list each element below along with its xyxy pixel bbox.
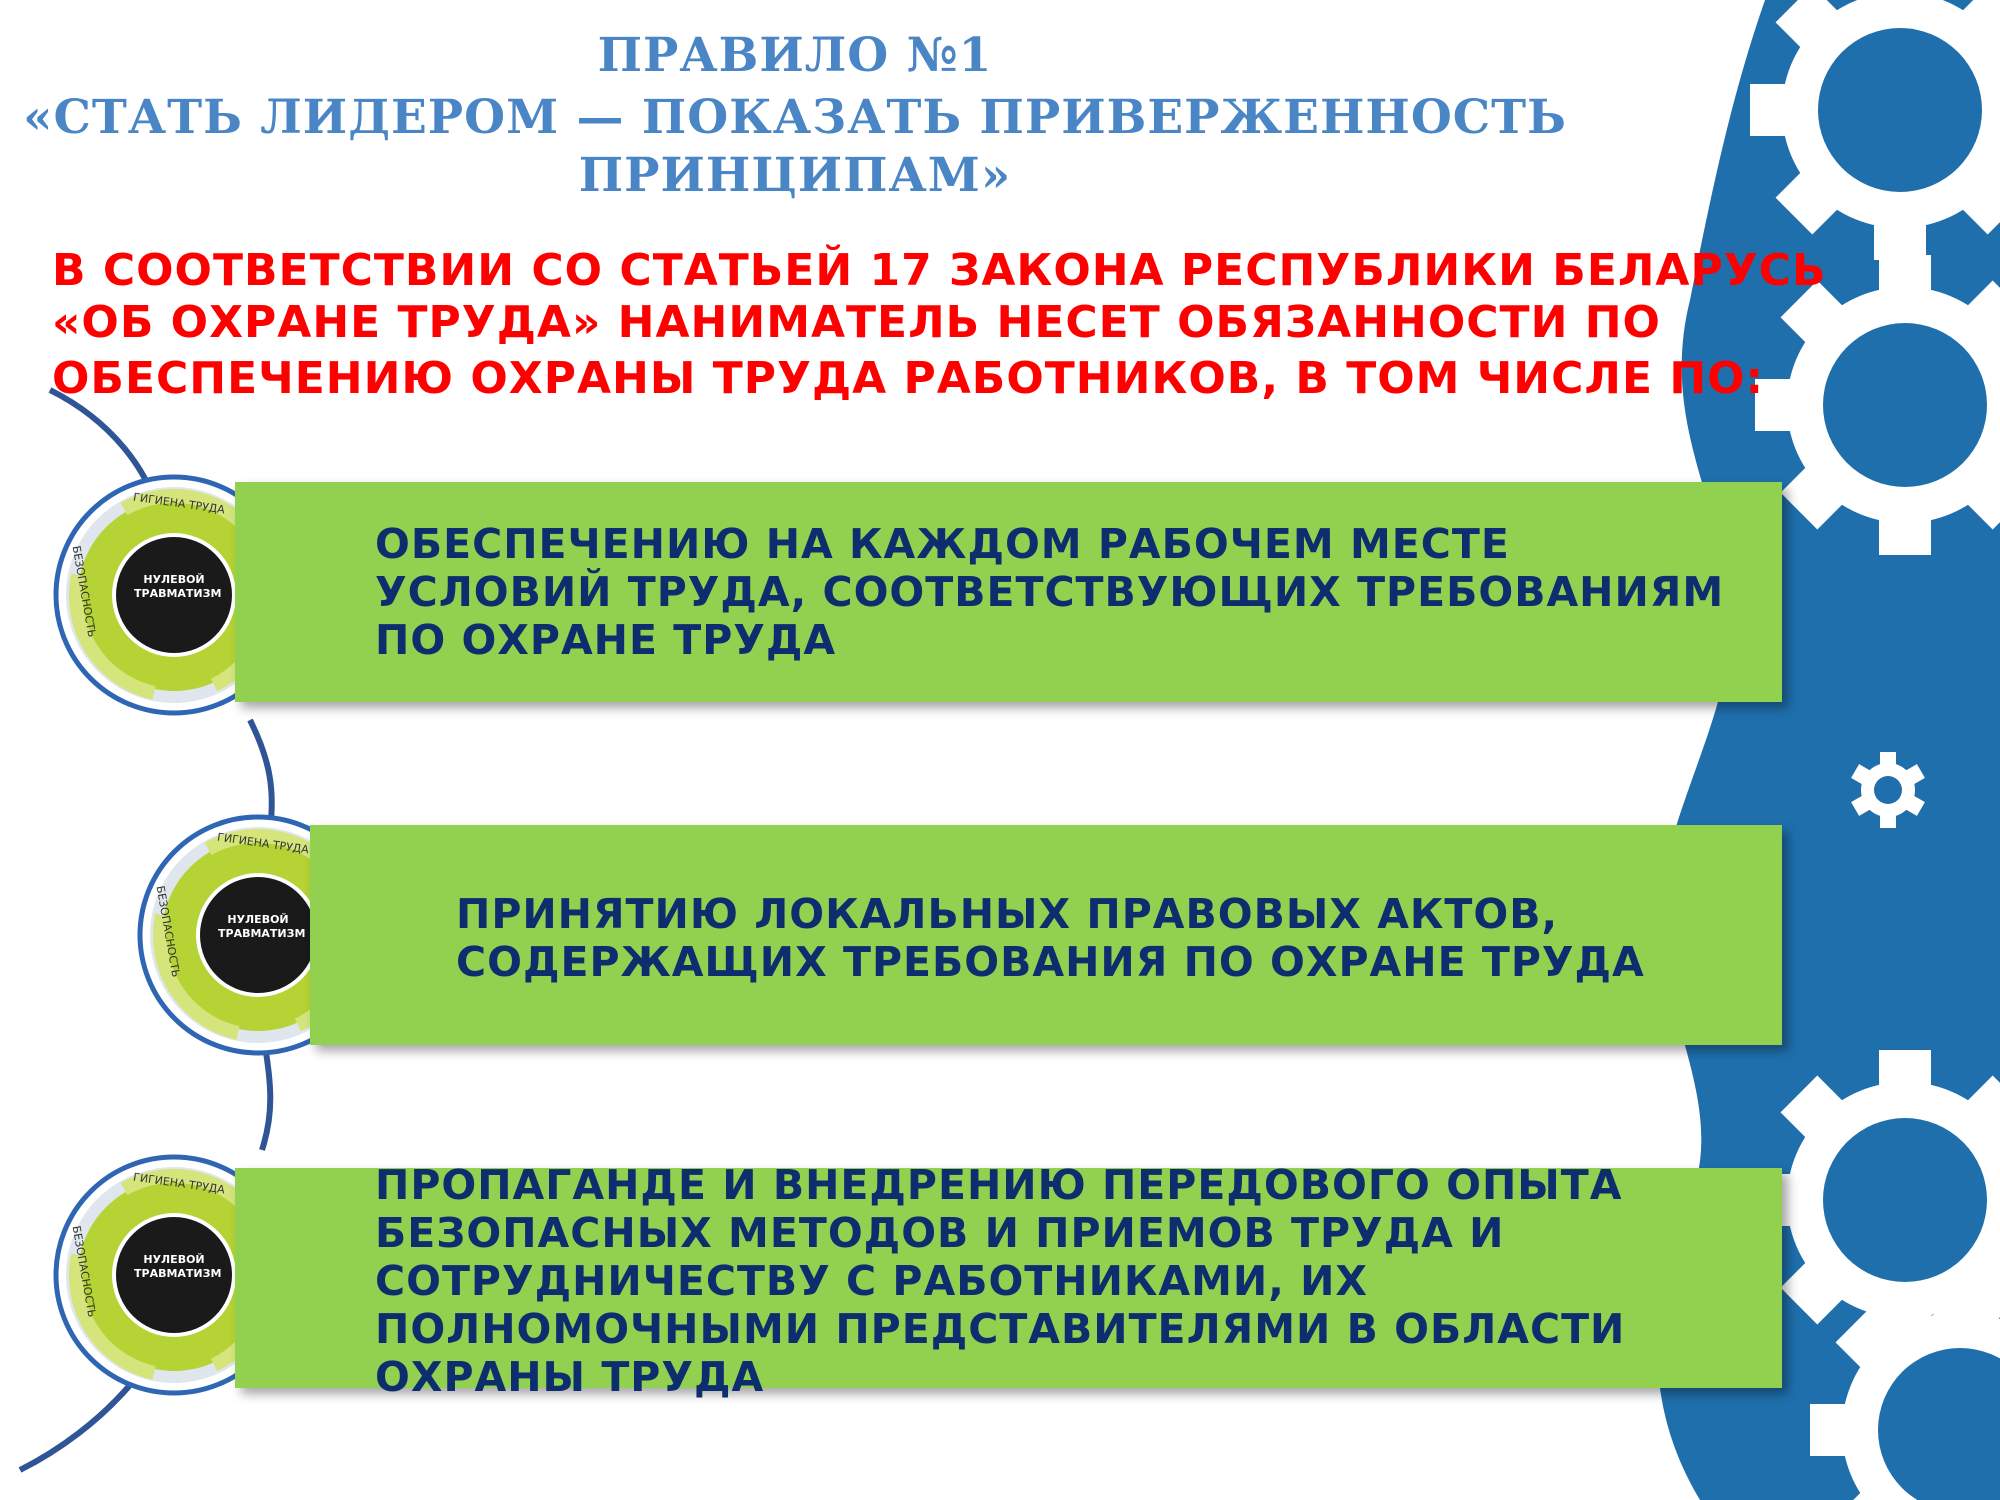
emblem-center-label: НУЛЕВОЙ ТРАВМАТИЗМ <box>134 1253 222 1280</box>
item-bar-1 <box>235 482 1782 702</box>
page-subtitle-line-2: ПРИНЦИПАМ» <box>578 148 1012 203</box>
emblem-top-label: ГИГИЕНА ТРУДА <box>132 490 226 517</box>
emblem-left-label: БЕЗОПАСНОСТЬ <box>153 884 183 979</box>
emblem-left-label: БЕЗОПАСНОСТЬ <box>69 1224 99 1319</box>
emblem-top-label: ГИГИЕНА ТРУДА <box>132 1170 226 1197</box>
emblem-center-label: НУЛЕВОЙ ТРАВМАТИЗМ <box>218 913 306 940</box>
intro-line-2: «ОБ ОХРАНЕ ТРУДА» НАНИМАТЕЛЬ НЕСЕТ ОБЯЗАННОСТИ ПО <box>52 297 1661 348</box>
item-text: ПРОПАГАНДЕ И ВНЕДРЕНИЮ ПЕРЕДОВОГО ОПЫТА БЕЗОПАСНЫХ МЕТОДОВ И ПРИЕМОВ ТРУДА И СОТРУДНИЧЕСТВУ С РАБОТНИКАМИ, ИХ ПОЛНОМОЧНЫМИ ПРЕДСТАВИТЕЛЯМИ В ОБЛАСТИ ОХРАНЫ ТРУДА <box>375 1161 1626 1401</box>
emblem-top-label: ГИГИЕНА ТРУДА <box>216 830 310 857</box>
intro-line-3: ОБЕСПЕЧЕНИЮ ОХРАНЫ ТРУДА РАБОТНИКОВ, В ТОМ ЧИСЛЕ ПО: <box>52 353 1765 404</box>
intro-line-1: В СООТВЕТСТВИИ СО СТАТЬЕЙ 17 ЗАКОНА РЕСПУБЛИКИ БЕЛАРУСЬ <box>52 245 1827 296</box>
page-title: ПРАВИЛО №1 <box>597 28 993 83</box>
page-subtitle-line-1: «СТАТЬ ЛИДЕРОМ — ПОКАЗАТЬ ПРИВЕРЖЕННОСТЬ <box>23 90 1567 145</box>
emblem-center-label: НУЛЕВОЙ ТРАВМАТИЗМ <box>134 573 222 600</box>
item-bar-3 <box>235 1161 1782 1401</box>
item-text: ПРИНЯТИЮ ЛОКАЛЬНЫХ ПРАВОВЫХ АКТОВ, СОДЕРЖАЩИХ ТРЕБОВАНИЯ ПО ОХРАНЕ ТРУДА <box>456 890 1645 986</box>
emblem-left-label: БЕЗОПАСНОСТЬ <box>69 544 99 639</box>
item-text: ОБЕСПЕЧЕНИЮ НА КАЖДОМ РАБОЧЕМ МЕСТЕ УСЛОВИЙ ТРУДА, СООТВЕТСТВУЮЩИХ ТРЕБОВАНИЯМ ПО ОХРАНЕ ТРУДА <box>375 520 1725 664</box>
item-bar-2 <box>310 825 1782 1045</box>
